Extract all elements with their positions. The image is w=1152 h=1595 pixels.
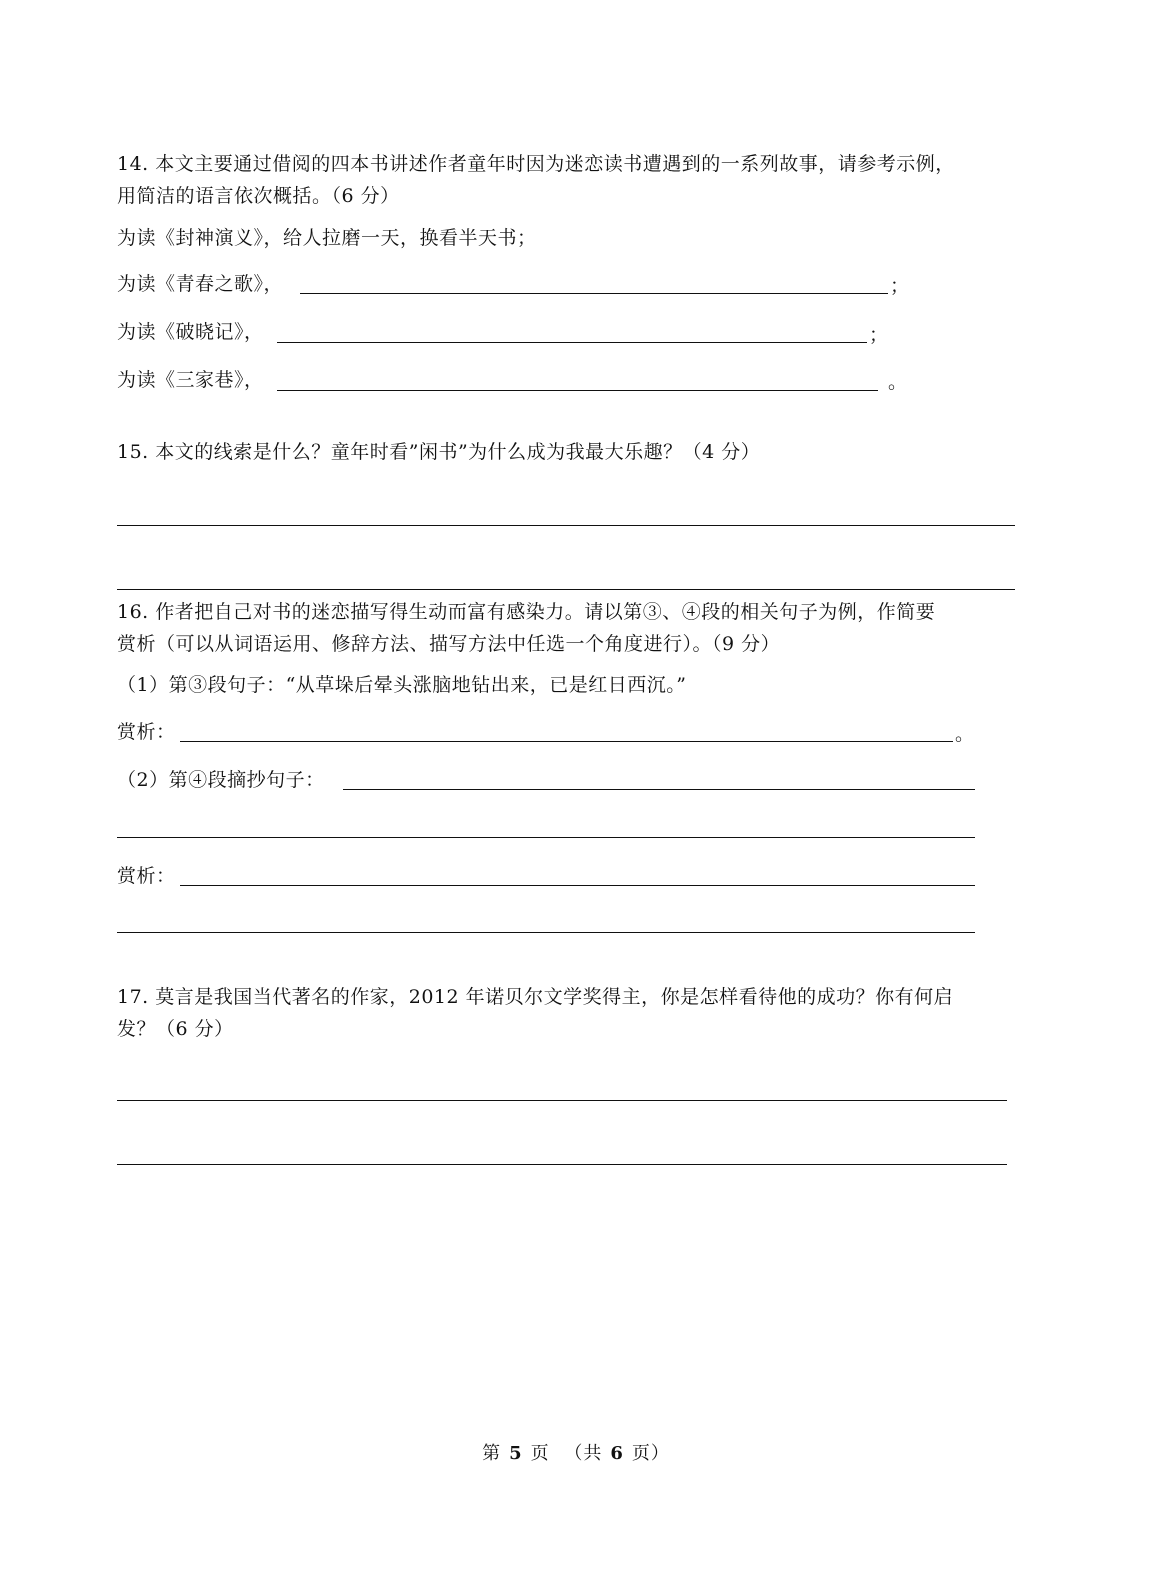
footer-total-suffix: 页） bbox=[631, 1443, 670, 1464]
q16-text-line2: 赏析（可以从词语运用、修辞方法、描写方法中任选一个角度进行）。（9 分） bbox=[117, 633, 781, 655]
page-footer bbox=[0, 1443, 1152, 1465]
q14-item1-label: 为读《青春之歌》， bbox=[117, 273, 284, 295]
q16-analysis2-label: 赏析： bbox=[117, 865, 176, 887]
q16-part1-sentence: （1）第③段句子：“从草垛后晕头涨脑地钻出来，已是红日西沉。” bbox=[117, 674, 687, 696]
q16-analysis1-end: 。 bbox=[955, 723, 975, 745]
q14-item1-end: ； bbox=[890, 275, 910, 297]
q15-answer-line-2[interactable] bbox=[117, 589, 1015, 590]
q14-item3-label: 为读《三家巷》， bbox=[117, 369, 264, 391]
q15-text: 15. 本文的线索是什么？童年时看”闲书”为什么成为我最大乐趣？（4 分） bbox=[117, 441, 761, 463]
q16-analysis1-label: 赏析： bbox=[117, 721, 176, 743]
q17-answer-line-2[interactable] bbox=[117, 1164, 1007, 1165]
q15-answer-line-1[interactable] bbox=[117, 525, 1015, 526]
footer-page-number: 5 bbox=[509, 1443, 523, 1464]
footer-page-suffix: 页 bbox=[530, 1443, 550, 1464]
q14-item2-answer-line[interactable] bbox=[277, 342, 867, 343]
q14-item3-end: 。 bbox=[888, 371, 908, 393]
q14-item1-answer-line[interactable] bbox=[300, 293, 888, 294]
q16-part2-answer-line-2[interactable] bbox=[117, 837, 975, 838]
q16-analysis2-answer-line-2[interactable] bbox=[117, 932, 975, 933]
q16-analysis2-answer-line[interactable] bbox=[180, 885, 975, 886]
footer-total-number: 6 bbox=[610, 1443, 624, 1464]
q14-item2-end: ； bbox=[869, 324, 889, 346]
q14-example: 为读《封神演义》，给人拉磨一天，换看半天书； bbox=[117, 227, 537, 249]
q16-part2-label: （2）第④段摘抄句子： bbox=[117, 769, 325, 791]
footer-prefix: 第 bbox=[482, 1443, 502, 1464]
q16-text-line1: 16. 作者把自己对书的迷恋描写得生动而富有感染力。请以第③、④段的相关句子为例，作简要 bbox=[117, 601, 936, 623]
q14-item3-answer-line[interactable] bbox=[277, 390, 878, 391]
q14-text-line2: 用简洁的语言依次概括。（6 分） bbox=[117, 185, 400, 207]
q17-text-line2: 发？（6 分） bbox=[117, 1018, 234, 1040]
q14-item2-label: 为读《破晓记》， bbox=[117, 321, 264, 343]
q14-text-line1: 14. 本文主要通过借阅的四本书讲述作者童年时因为迷恋读书遭遇到的一系列故事，请参考示例， bbox=[117, 153, 955, 175]
q16-analysis1-answer-line[interactable] bbox=[180, 741, 953, 742]
q17-text-line1: 17. 莫言是我国当代著名的作家，2012 年诺贝尔文学奖得主，你是怎样看待他的成功？你有何启 bbox=[117, 986, 954, 1008]
q17-answer-line-1[interactable] bbox=[117, 1100, 1007, 1101]
q16-part2-answer-line[interactable] bbox=[343, 789, 975, 790]
footer-total-prefix: （共 bbox=[564, 1443, 603, 1464]
